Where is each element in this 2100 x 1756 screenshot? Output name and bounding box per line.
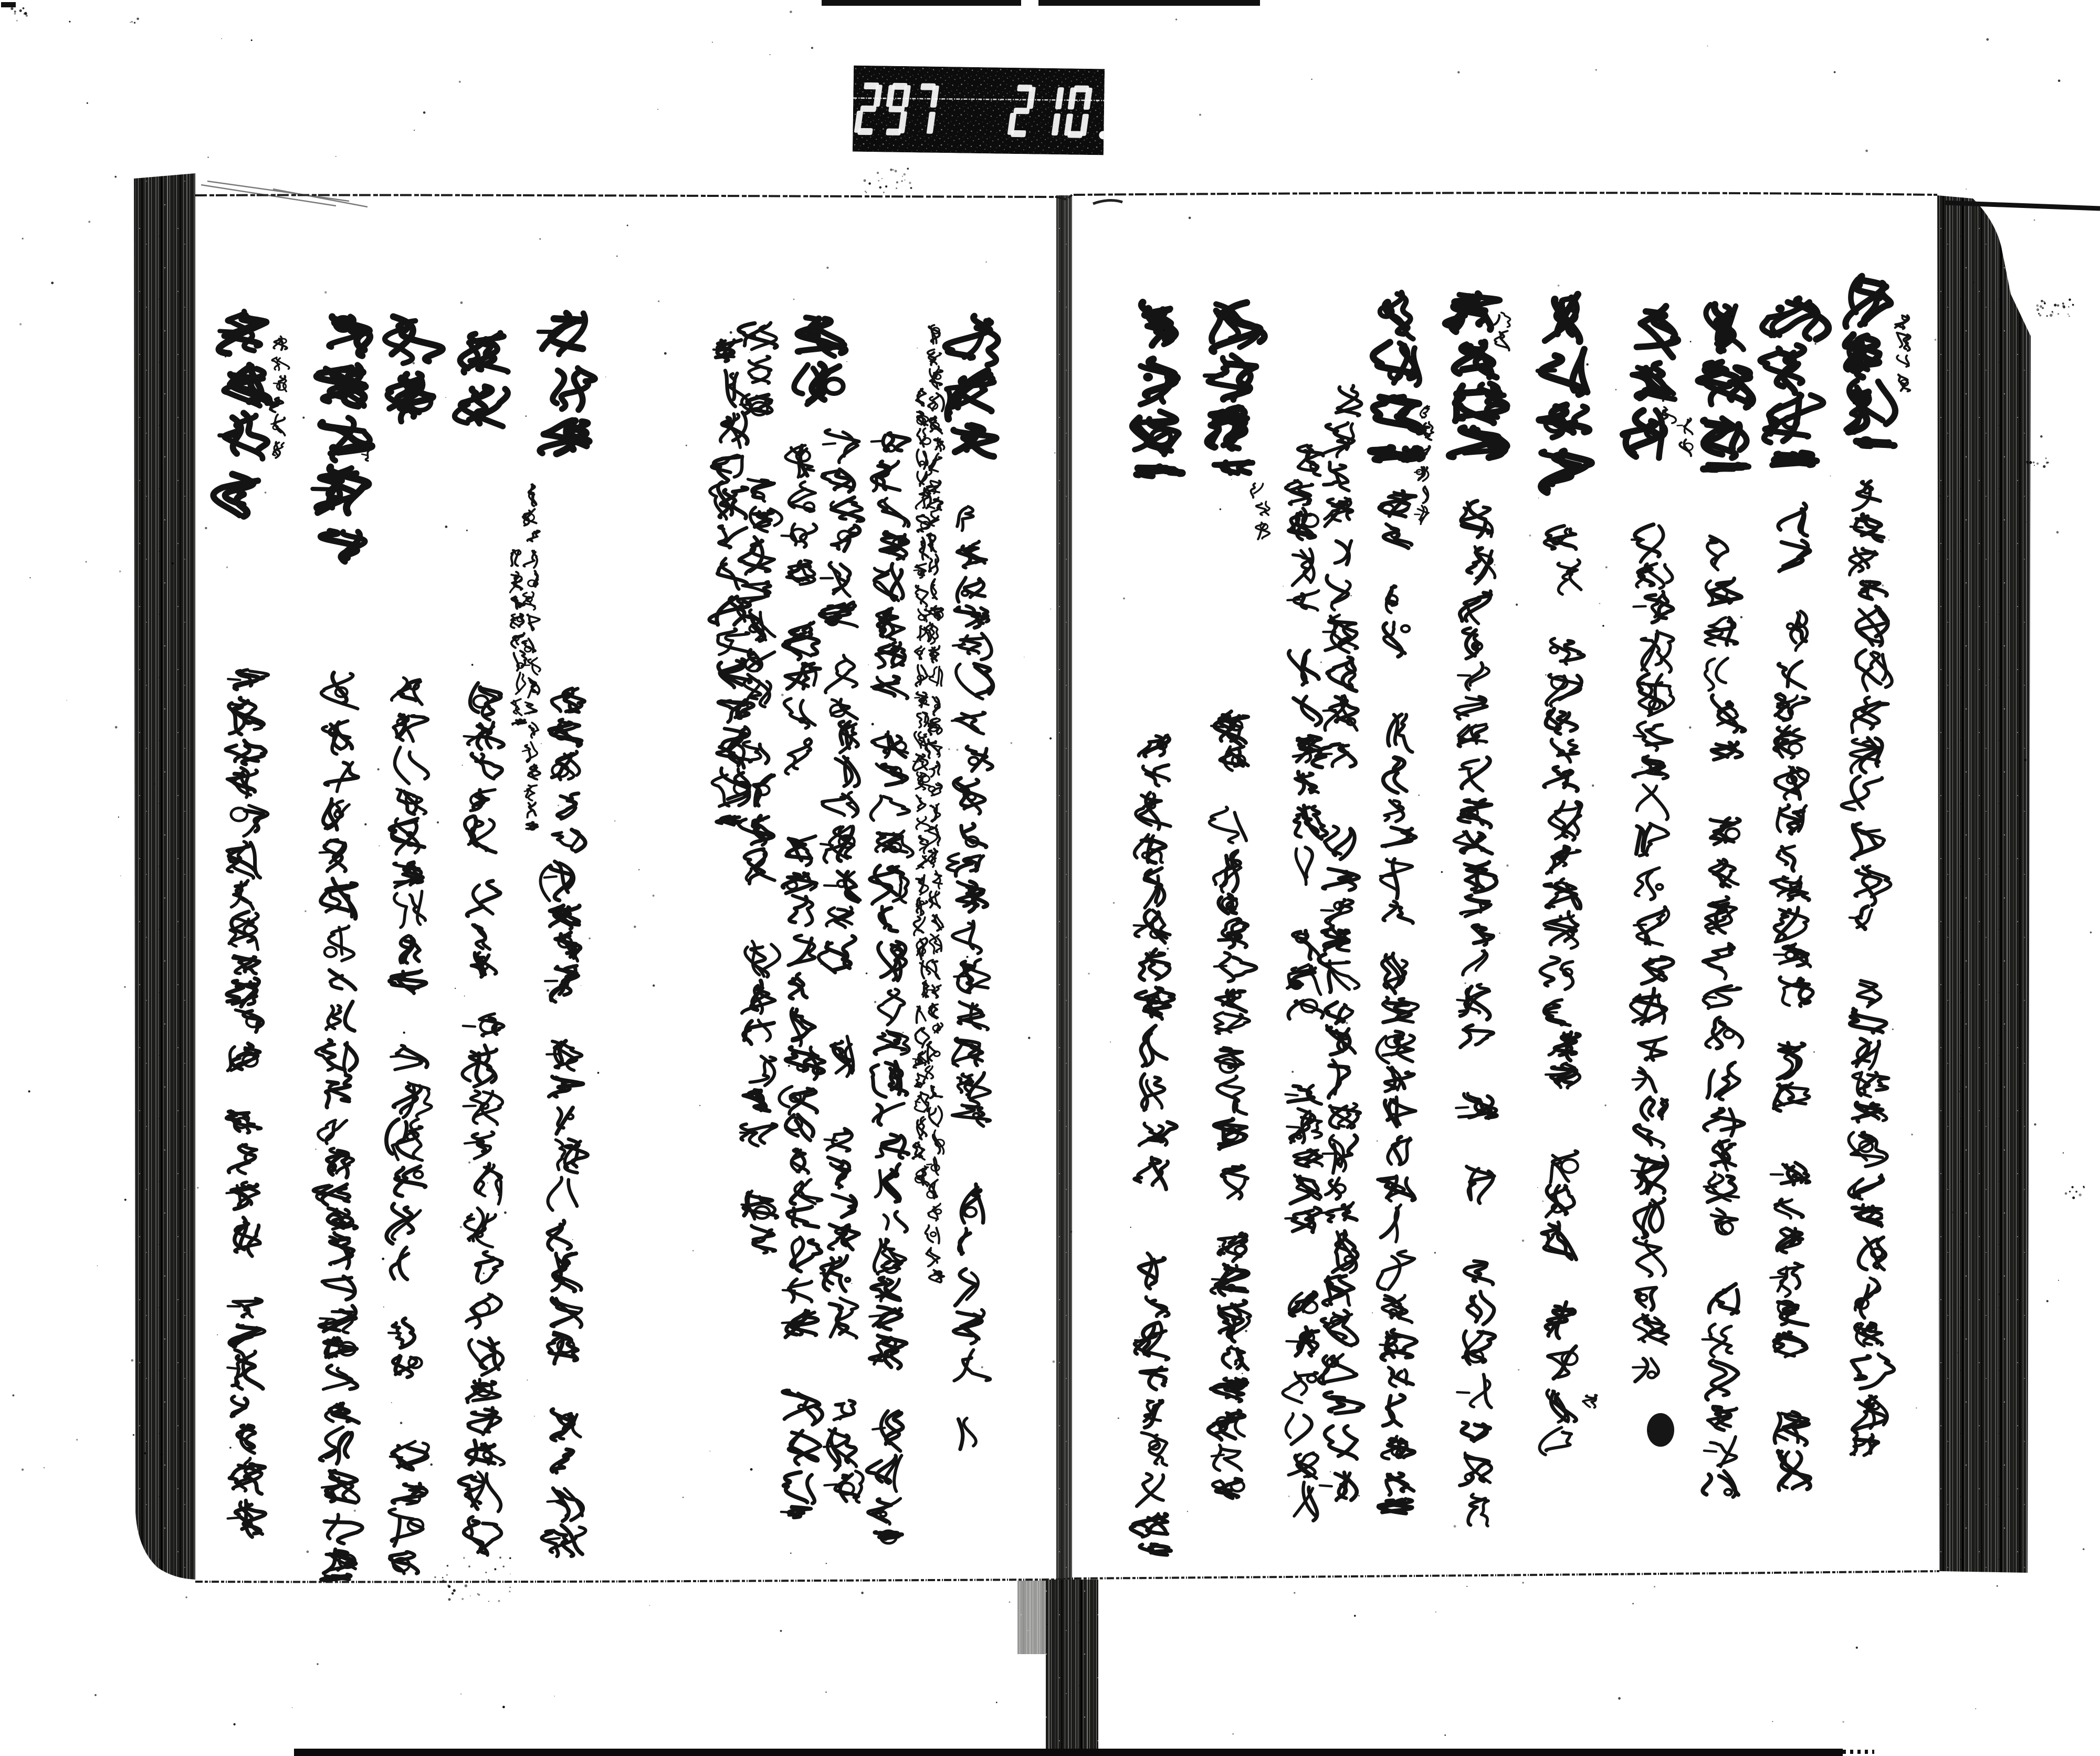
- scanner-bottom-edge-fade: [1843, 1750, 1874, 1754]
- scanner-bottom-edge-artifact: [294, 1749, 1843, 1756]
